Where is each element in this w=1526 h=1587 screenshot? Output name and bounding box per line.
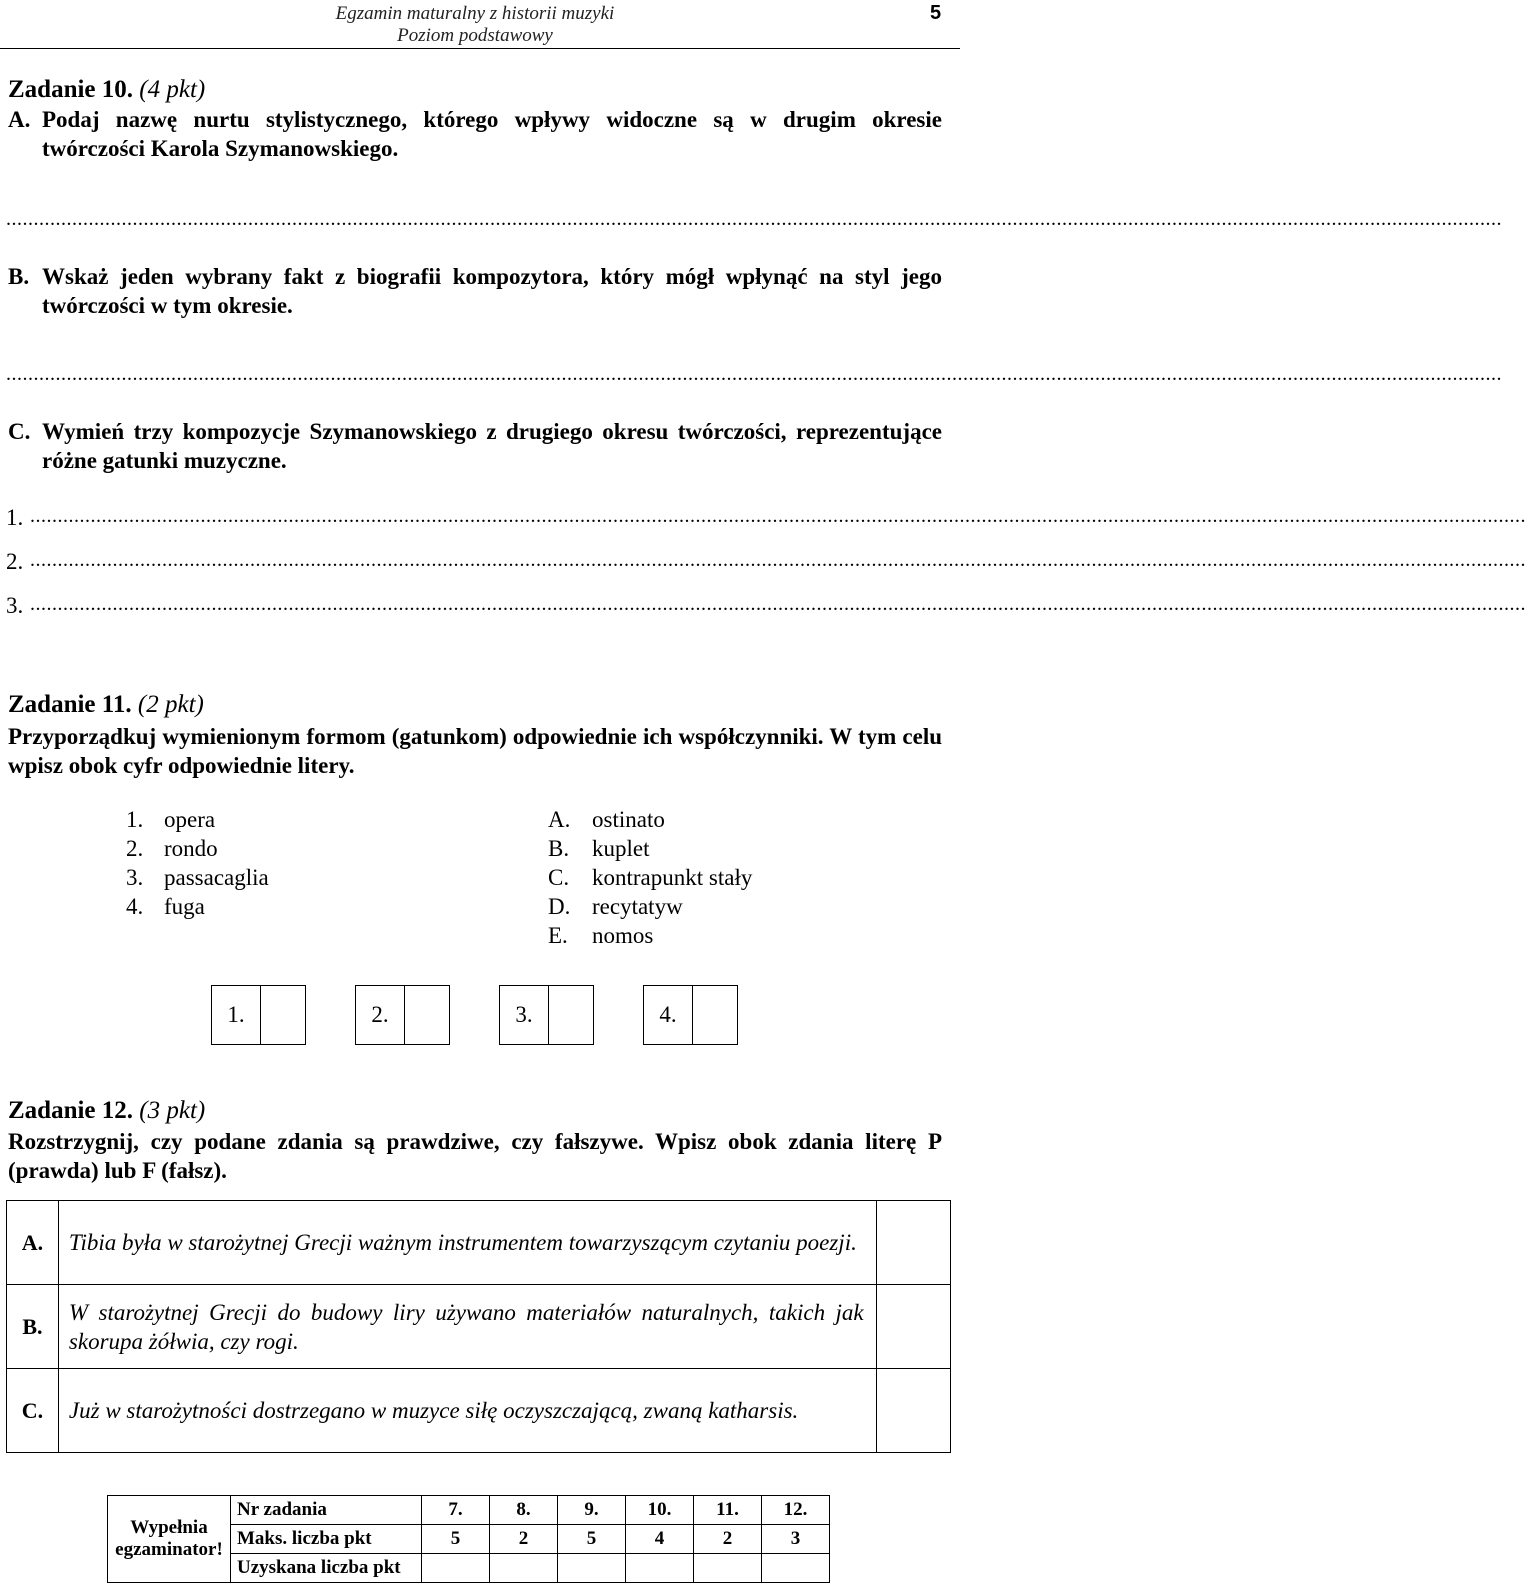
task-number-cell: 12. (762, 1496, 830, 1525)
row-label-max-points: Maks. liczba pkt (231, 1525, 422, 1554)
form-item: 1. opera (126, 807, 216, 832)
answer-cell-c[interactable] (876, 1369, 950, 1453)
max-points-cell: 5 (422, 1525, 490, 1554)
feature-item: E. nomos (548, 923, 654, 948)
task11-title: Zadanie 11. (8, 691, 132, 718)
task-number-row (108, 1496, 830, 1525)
examiner-label-line-1: Wypełnia (130, 1517, 208, 1538)
task10-a-letter: A. (8, 107, 31, 132)
answer-line-10a[interactable]: ................................................................................................................................................................................................................................................................................ (6, 208, 1502, 230)
task11-heading (8, 690, 204, 719)
task-number-cell: 8. (490, 1496, 558, 1525)
statement-row (7, 1369, 951, 1453)
statement-letter: C. (7, 1369, 59, 1453)
scored-points-cell[interactable] (626, 1554, 694, 1583)
task12-title: Zadanie 12. (8, 1097, 134, 1124)
header-rule (0, 48, 960, 49)
page-number: 5 (930, 2, 942, 24)
task-number-cell: 11. (694, 1496, 762, 1525)
answer-box-4 (643, 985, 738, 1045)
statement-text: W starożytnej Grecji do budowy liry używano materiałów naturalnych, takich jak skorupa żółwia, czy rogi. (58, 1285, 876, 1369)
answer-cell-a[interactable] (876, 1201, 950, 1285)
task10-a-text: Podaj nazwę nurtu stylistycznego, którego wpływy widoczne są w drugim okresie twórczości Karola Szymanowskiego. (42, 107, 942, 161)
max-points-cell: 4 (626, 1525, 694, 1554)
row-label-scored-points: Uzyskana liczba pkt (231, 1554, 422, 1583)
task-number-cell: 7. (422, 1496, 490, 1525)
form-list (126, 805, 269, 921)
exam-level: Poziom podstawowy (397, 25, 553, 46)
max-points-cell: 5 (558, 1525, 626, 1554)
scored-points-cell[interactable] (422, 1554, 490, 1583)
task12-heading (8, 1096, 205, 1125)
task12-instruction: Rozstrzygnij, czy podane zdania są prawdziwe, czy fałszywe. Wpisz obok zdania literę P (prawda) lub F (fałsz). (8, 1129, 942, 1183)
answer-number-3: 3. (6, 593, 24, 618)
examiner-table (107, 1495, 830, 1583)
exam-title: Egzamin maturalny z historii muzyki (335, 3, 615, 24)
task12-points: (3 pkt) (139, 1097, 206, 1124)
answer-cell-2[interactable] (405, 986, 449, 1044)
answer-box-2 (355, 985, 450, 1045)
task10-c-text: Wymień trzy kompozycje Szymanowskiego z drugiego okresu twórczości, reprezentujące różne gatunki muzyczne. (42, 419, 942, 473)
answer-line-10c-2[interactable]: ................................................................................................................................................................................................................................................................................ (30, 549, 1526, 571)
form-item: 4. fuga (126, 894, 205, 919)
scored-points-cell[interactable] (762, 1554, 830, 1583)
answer-cell-4[interactable] (693, 986, 737, 1044)
answer-line-10c-3[interactable]: ................................................................................................................................................................................................................................................................................ (30, 593, 1526, 615)
answer-box-label: 4. (644, 986, 693, 1044)
statement-letter: A. (7, 1201, 59, 1285)
max-points-cell: 3 (762, 1525, 830, 1554)
statement-row (7, 1201, 951, 1285)
answer-box-label: 2. (356, 986, 405, 1044)
answer-box-label: 1. (212, 986, 261, 1044)
answer-cell-3[interactable] (549, 986, 593, 1044)
form-item: 3. passacaglia (126, 865, 269, 890)
task-number-cell: 10. (626, 1496, 694, 1525)
scored-points-cell[interactable] (558, 1554, 626, 1583)
row-label-task-number: Nr zadania (231, 1496, 422, 1525)
answer-box-3 (499, 985, 594, 1045)
statement-row (7, 1285, 951, 1369)
form-item: 2. rondo (126, 836, 218, 861)
max-points-cell: 2 (490, 1525, 558, 1554)
task10-b-letter: B. (8, 264, 30, 289)
task10-title: Zadanie 10. (8, 76, 134, 103)
examiner-label-line-2: egzaminator! (115, 1539, 223, 1560)
scored-points-cell[interactable] (694, 1554, 762, 1583)
answer-cell-1[interactable] (261, 986, 305, 1044)
answer-line-10b[interactable]: ................................................................................................................................................................................................................................................................................ (6, 363, 1502, 385)
statement-text: Już w starożytności dostrzegano w muzyce siłę oczyszczającą, zwaną katharsis. (58, 1369, 876, 1453)
answer-box-label: 3. (500, 986, 549, 1044)
feature-item: D. recytatyw (548, 894, 683, 919)
true-false-table (6, 1200, 951, 1453)
statement-letter: B. (7, 1285, 59, 1369)
answer-number-2: 2. (6, 549, 24, 574)
scored-points-cell[interactable] (490, 1554, 558, 1583)
task11-instruction: Przyporządkuj wymienionym formom (gatunkom) odpowiednie ich współczynniki. W tym celu wpisz obok cyfr odpowiednie litery. (8, 724, 942, 778)
max-points-cell: 2 (694, 1525, 762, 1554)
task10-c-letter: C. (8, 419, 31, 444)
feature-item: C. kontrapunkt stały (548, 865, 753, 890)
feature-item: A. ostinato (548, 807, 665, 832)
answer-line-10c-1[interactable]: ................................................................................................................................................................................................................................................................................ (30, 505, 1526, 527)
task10-points: (4 pkt) (139, 76, 206, 103)
task10-b-text: Wskaż jeden wybrany fakt z biografii kompozytora, który mógł wpłynąć na styl jego twórczości w tym okresie. (42, 264, 942, 318)
feature-list (548, 805, 752, 950)
examiner-label (108, 1496, 231, 1583)
feature-item: B. kuplet (548, 836, 650, 861)
task-number-cell: 9. (558, 1496, 626, 1525)
statement-text: Tibia była w starożytnej Grecji ważnym instrumentem towarzyszącym czytaniu poezji. (58, 1201, 876, 1285)
answer-cell-b[interactable] (876, 1285, 950, 1369)
task11-points: (2 pkt) (137, 691, 204, 718)
task10-heading (8, 75, 205, 104)
answer-number-1: 1. (6, 505, 24, 530)
answer-box-1 (211, 985, 306, 1045)
